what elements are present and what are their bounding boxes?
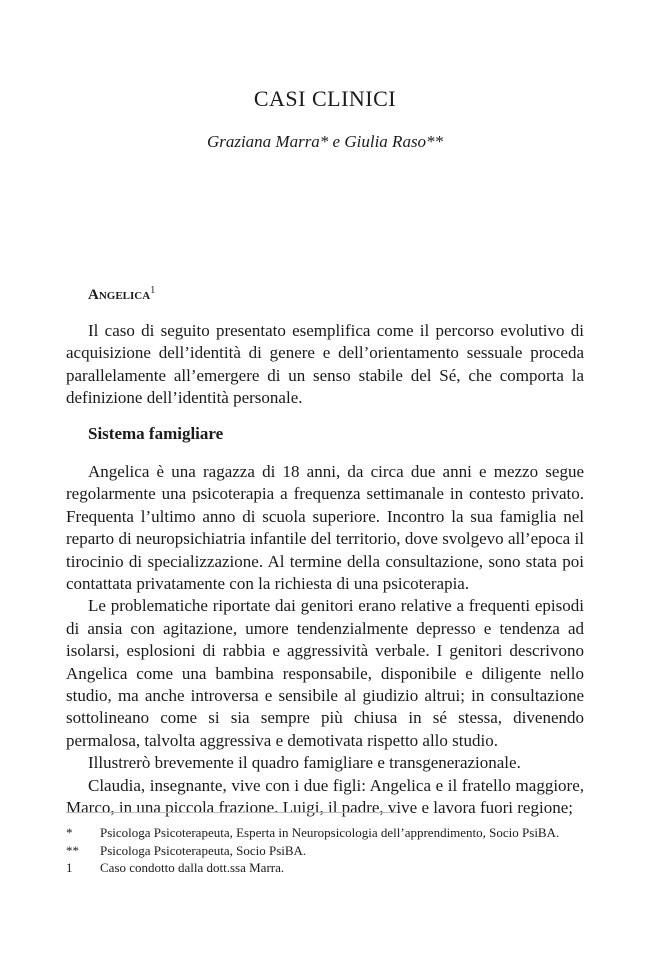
- footnote-text: Caso condotto dalla dott.ssa Marra.: [100, 860, 285, 875]
- main-text-block: [66, 461, 584, 820]
- footnote-mark: *: [66, 825, 73, 840]
- footnote-divider: [66, 812, 396, 813]
- paragraph: Claudia, insegnante, vive con i due figli: Angelica e il fratello maggiore, Marco, in una piccola frazione. Luigi, il padre, vive e lavora fuori regione;: [66, 775, 584, 818]
- footnote-mark: **: [66, 842, 79, 858]
- footnote-text: Psicologa Psicoterapeuta, Esperta in Neuropsicologia dell’apprendimento, Socio PsiBA.: [100, 825, 560, 840]
- footnote-text: Psicologa Psicoterapeuta, Socio PsiBA.: [100, 842, 307, 858]
- section-heading: [88, 285, 155, 304]
- intro-block: [66, 320, 584, 410]
- paragraph: Le problematiche riportate dai genitori erano relative a frequenti episodi di ansia con agitazione, umore tendenzialmente depresso e tendenza ad isolarsi, esplosioni di rabbia e aggressività verbale. I genitori descrivono Angelica come una bambina responsabile, disponibile e diligente nello studio, ma anche introversa e sensibile al giudizio altrui; in consultazione sottolineano come si sia sempre più chiusa in sé stessa, divenendo permalosa, talvolta aggressiva e demotivata rispetto allo studio.: [66, 596, 584, 750]
- authors-line: Graziana Marra* e Giulia Raso**: [206, 132, 444, 151]
- footnote-item: [66, 824, 586, 842]
- footnote-item: [66, 859, 586, 877]
- intro-paragraph: Il caso di seguito presentato esemplifica come il percorso evolutivo di acquisizione dell’identità di genere e dell’orientamento sessuale proceda parallelamente all’emergere di un senso stabile del Sé, che comporta la definizione dell’identità personale.: [66, 321, 584, 408]
- paragraph: Illustrerò brevemente il quadro famigliare e transgenerazionale.: [88, 753, 521, 773]
- paragraph: Angelica è una ragazza di 18 anni, da circa due anni e mezzo segue regolarmente una psicoterapia a frequenza settimanale in contesto privato. Frequenta l’ultimo anno di scuola superiore. Incontro la sua famiglia nel reparto di neuropsichiatria infantile del territorio, dove svolgevo all’epoca il tirocinio di specializzazione. Al termine della consultazione, sono stata poi contattata privatamente con la richiesta di una psicoterapia.: [66, 462, 584, 594]
- page-title: CASI CLINICI: [253, 86, 397, 111]
- footnotes: [66, 824, 586, 877]
- footnote-item: [66, 842, 586, 860]
- footnote-ref[interactable]: 1: [150, 285, 156, 296]
- subsection-heading: Sistema famigliare: [88, 424, 224, 443]
- footnote-mark: 1: [66, 860, 73, 875]
- section-heading-text: Angelica: [88, 287, 151, 303]
